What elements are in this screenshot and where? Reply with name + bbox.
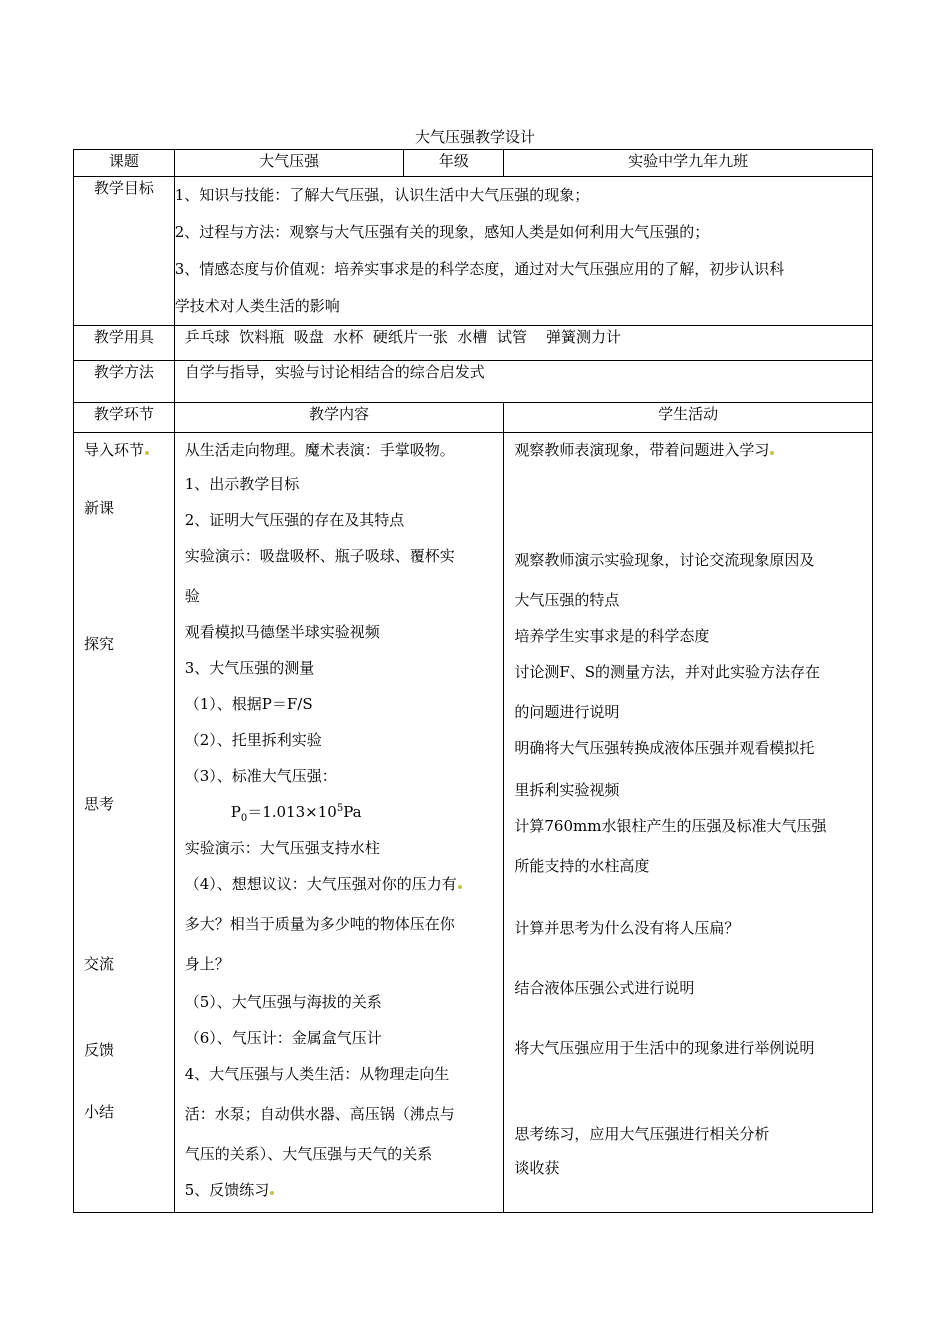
formula: $P_0=1.013\times 10^5Pa$: [230, 803, 362, 824]
method-row: [74, 361, 873, 403]
tools-label: 教学用具: [74, 326, 175, 361]
tools-row: [74, 326, 873, 361]
grade-value: 实验中学九年九班: [504, 150, 873, 177]
content-line: （1）、根据P＝F/S: [184, 695, 313, 713]
document-title: 大气压强教学设计: [414, 128, 535, 146]
stage-column: [74, 433, 175, 1213]
content-line: 活：水泵；自动供水器、高压锅（沸点与: [184, 1105, 455, 1123]
content-line: 观看模拟马德堡半球实验视频: [184, 623, 380, 641]
activity-line: 里拆利实验视频: [514, 781, 620, 799]
goals-row: [74, 177, 873, 326]
activity-line: 大气压强的特点: [514, 591, 620, 609]
tools-value: 乒乓球 饮料瓶 吸盘 水杯 硬纸片一张 水槽 试管 弹簧测力计: [174, 326, 872, 361]
activity-line: 结合液体压强公式进行说明: [514, 979, 695, 997]
content-line: 多大？相当于质量为多少吨的物体压在你: [184, 915, 455, 933]
goal-line: 学技术对人类生活的影响: [174, 297, 340, 315]
activity-line: 谈收获: [514, 1159, 560, 1177]
column-header-row: [74, 403, 873, 433]
content-line: 4、大气压强与人类生活：从物理走向生: [184, 1065, 450, 1083]
method-value: 自学与指导，实验与讨论相结合的综合启发式: [174, 361, 872, 403]
stage-label: 探究: [84, 635, 115, 653]
content-line: 实验演示：大气压强支持水柱: [184, 839, 380, 857]
activity-line: 观察教师表演现象，带着问题进入学习: [514, 439, 774, 460]
column-header-activity: 学生活动: [504, 403, 873, 433]
stage-label: 小结: [84, 1103, 115, 1121]
activity-line: 计算并思考为什么没有将人压扁？: [514, 919, 740, 937]
goals-body: [174, 177, 872, 326]
topic-value: 大气压强: [174, 150, 404, 177]
content-line: （4）、想想议议：大气压强对你的压力有: [185, 873, 462, 894]
activity-line: 的问题进行说明: [514, 703, 620, 721]
activity-line: 培养学生实事求是的科学态度: [514, 627, 710, 645]
content-line: 验: [184, 587, 200, 605]
content-line: （3）、标准大气压强：: [184, 767, 337, 785]
stage-label: 新课: [84, 499, 115, 517]
goal-line: 3、情感态度与价值观：培养实事求是的科学态度，通过对大气压强应用的了解，初步认识科: [174, 260, 785, 278]
topic-label: 课题: [74, 150, 175, 177]
content-line: 气压的关系）、大气压强与天气的关系: [184, 1145, 433, 1163]
activity-line: 将大气压强应用于生活中的现象进行举例说明: [514, 1039, 815, 1057]
content-line: 1、出示教学目标: [184, 475, 300, 493]
content-line: （2）、托里拆利实验: [184, 731, 322, 749]
goals-label: 教学目标: [74, 177, 175, 326]
content-line: 3、大气压强的测量: [184, 659, 315, 677]
stage-label: 交流: [84, 955, 115, 973]
content-line: 从生活走向物理。魔术表演：手掌吸物。: [184, 441, 455, 459]
activity-line: 明确将大气压强转换成液体压强并观看模拟托: [514, 739, 815, 757]
activity-column: [504, 433, 873, 1213]
content-line: （5）、大气压强与海拔的关系: [184, 993, 382, 1011]
goal-line: 1、知识与技能：了解大气压强，认识生活中大气压强的现象；: [174, 186, 590, 204]
content-line: 实验演示：吸盘吸杯、瓶子吸球、覆杯实: [184, 547, 455, 565]
stage-label: 导入环节: [84, 439, 149, 460]
column-header-content: 教学内容: [174, 403, 504, 433]
stage-label: 思考: [84, 795, 115, 813]
body-row: [74, 433, 873, 1213]
goal-line: 2、过程与方法：观察与大气压强有关的现象，感知人类是如何利用大气压强的；: [174, 223, 710, 241]
content-column: [174, 433, 504, 1213]
activity-line: 思考练习，应用大气压强进行相关分析: [514, 1125, 770, 1143]
content-line: 5、反馈练习: [185, 1179, 275, 1200]
activity-line: 所能支持的水柱高度: [514, 857, 650, 875]
lesson-plan-table: [73, 149, 873, 1213]
stage-label: 反馈: [84, 1041, 115, 1059]
grade-label: 年级: [404, 150, 504, 177]
content-line: 2、证明大气压强的存在及其特点: [184, 511, 405, 529]
content-line: 身上？: [184, 955, 230, 973]
content-line: （6）、气压计：金属盒气压计: [184, 1029, 382, 1047]
activity-line: 观察教师演示实验现象，讨论交流现象原因及: [514, 551, 815, 569]
column-header-stage: 教学环节: [74, 403, 175, 433]
header-row: [74, 150, 873, 177]
activity-line: 计算760mm水银柱产生的压强及标准大气压强: [514, 817, 827, 835]
method-label: 教学方法: [74, 361, 175, 403]
activity-line: 讨论测F、S的测量方法，并对此实验方法存在: [514, 663, 821, 681]
